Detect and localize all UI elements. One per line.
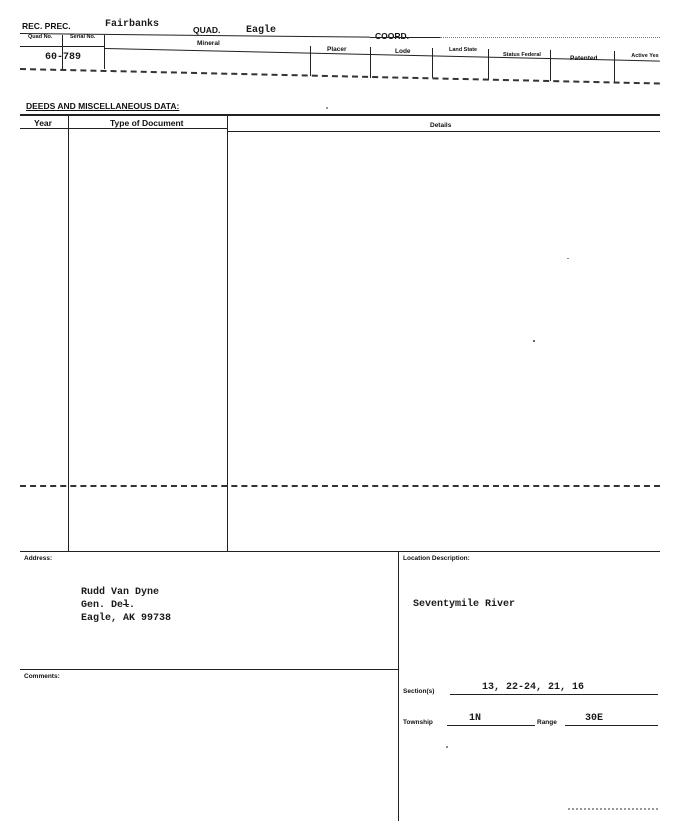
comments-label: Comments: <box>24 673 60 680</box>
coord-rule-faded <box>440 37 660 38</box>
address-line-3: Eagle, AK 99738 <box>81 613 172 624</box>
quad-no-label: Quad No. <box>28 34 53 40</box>
section-underline <box>450 694 658 695</box>
scan-smudge <box>568 808 658 810</box>
active-label: Active Yes <box>631 53 659 59</box>
address-line-2-struck: l <box>123 600 130 611</box>
address-bottom-rule <box>20 669 398 670</box>
deeds-header-rule-left <box>20 128 228 129</box>
deeds-bottom-rule <box>20 551 660 552</box>
address-location-divider <box>398 551 399 821</box>
deeds-top-rule <box>20 114 660 116</box>
placer-lode-divider <box>370 47 371 78</box>
address-line-2 <box>81 600 135 611</box>
township-value: 1N <box>469 713 482 724</box>
quad-value: Eagle <box>246 25 277 36</box>
mineral-label: Mineral <box>197 40 220 47</box>
township-underline <box>447 725 535 726</box>
scan-speck <box>326 107 328 109</box>
serial-no-label: Serial No. <box>70 34 96 40</box>
serial-mineral-divider <box>104 35 105 69</box>
scan-speck <box>533 340 535 342</box>
land-status-divider <box>488 49 489 80</box>
status-federal-label: Status Federal <box>503 52 541 58</box>
deeds-col-year: Year <box>34 118 52 128</box>
location-description-label: Location Description: <box>403 555 470 562</box>
rec-prec-value: Fairbanks <box>105 19 160 30</box>
address-label: Address: <box>24 555 53 562</box>
quad-serial-value: 60-789 <box>45 52 82 63</box>
header-bottom-dashed-rule <box>20 68 660 85</box>
scan-speck <box>567 258 569 259</box>
section-value: 13, 22-24, 21, 16 <box>482 682 585 693</box>
scan-speck <box>446 746 448 748</box>
placer-label: Placer <box>327 46 347 53</box>
lode-land-divider <box>432 48 433 78</box>
quad-serial-divider <box>62 35 63 69</box>
patented-active-divider <box>614 51 615 82</box>
coord-rule <box>370 37 440 38</box>
deeds-header-rule-right <box>228 131 660 132</box>
patented-label: Patented <box>570 55 598 62</box>
range-underline <box>565 725 658 726</box>
quad-label: QUAD. <box>193 25 221 35</box>
mineral-placer-divider <box>310 46 311 76</box>
deeds-section-title: DEEDS AND MISCELLANEOUS DATA: <box>26 101 180 111</box>
rec-prec-label: REC. PREC. <box>22 21 71 31</box>
coord-label: COORD. <box>375 31 409 41</box>
township-label: Township <box>403 719 433 726</box>
range-value: 30E <box>585 713 604 724</box>
deeds-fold-dashed-rule <box>20 485 660 487</box>
address-line-2-prefix: Gen. De <box>81 600 124 611</box>
address-line-2-suffix: . <box>129 600 136 611</box>
range-label: Range <box>537 719 557 726</box>
address-line-1: Rudd Van Dyne <box>81 587 160 598</box>
deeds-col-type: Type of Document <box>110 118 184 128</box>
land-state-label: Land State <box>449 47 478 53</box>
section-label: Section(s) <box>403 688 435 695</box>
location-description-value: Seventymile River <box>413 599 516 610</box>
status-patented-divider <box>550 50 551 81</box>
lode-label: Lode <box>395 48 411 55</box>
deeds-col-details: Details <box>430 122 452 129</box>
